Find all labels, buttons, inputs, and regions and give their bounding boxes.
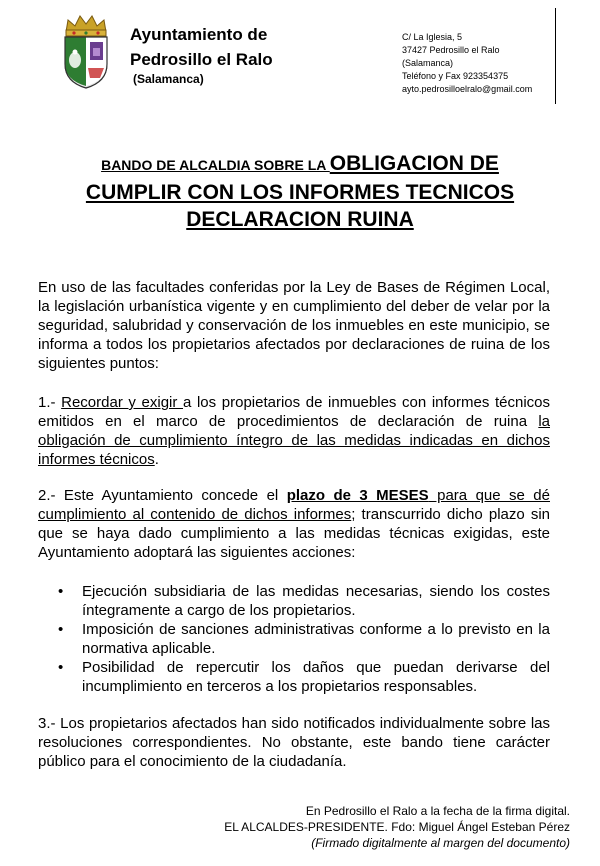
point-2-deadline: plazo de 3 MESES — [286, 487, 429, 504]
list-item: • Ejecución subsidiaria de las medidas necesarias, siendo los costes íntegramente a cargo de los propietarios. — [58, 582, 550, 620]
list-item: • Imposición de sanciones administrativas conforme a lo previsto en la normativa aplicable. — [58, 620, 550, 658]
point-2-rest: ; transcurrido dicho plazo sin que se haya dado cumplimiento a las medidas técnicas exigidas, este Ayuntamiento adoptará las siguientes acciones: — [38, 506, 550, 561]
point-1-underlined-a: Recordar y exigir — [61, 394, 184, 411]
coat-of-arms-icon — [60, 12, 112, 90]
document-title — [30, 150, 570, 233]
point-2-start: 2.- Este Ayuntamiento concede el — [38, 487, 287, 504]
organization-name-line1: Ayuntamiento de — [130, 25, 268, 44]
title-line1: OBLIGACION DE — [329, 152, 499, 175]
point-2 — [38, 486, 550, 562]
actions-list — [58, 582, 550, 696]
footer-signed-note: (Firmado digitalmente al margen del documento) — [311, 836, 570, 850]
signature-block — [224, 803, 570, 851]
point-1-number: 1.- — [38, 394, 62, 411]
organization-province: (Salamanca) — [133, 72, 204, 86]
title-line2: CUMPLIR CON LOS INFORMES TECNICOS — [85, 181, 515, 204]
point-1-underlined-b: la obligación de cumplimiento íntegro de las medidas indicadas en dichos informes técnicos — [38, 413, 550, 468]
point-3: 3.- Los propietarios afectados han sido notificados individualmente sobre las resoluciones correspondientes. No obstante, este bando tiene carácter público para el conocimiento de la ciudadanía. — [38, 715, 550, 770]
address-line3: (Salamanca) — [402, 58, 454, 68]
title-prefix: BANDO DE ALCALDIA SOBRE LA — [101, 157, 330, 173]
list-item: • Posibilidad de repercutir los daños que puedan derivarse del incumplimiento en terceros a los propietarios responsables. — [58, 658, 550, 696]
address-line2: 37427 Pedrosillo el Ralo — [402, 45, 500, 55]
title-line3: DECLARACION RUINA — [186, 208, 414, 231]
footer-signer-line: EL ALCALDES-PRESIDENTE. Fdo: Miguel Ángel Esteban Pérez — [224, 820, 570, 834]
organization-name — [130, 22, 273, 72]
point-1 — [38, 393, 550, 469]
phone-fax: Teléfono y Fax 923354375 — [402, 71, 509, 81]
contact-block — [402, 31, 532, 96]
intro-paragraph: En uso de las facultades conferidas por la Ley de Bases de Régimen Local, la legislación urbanística vigente y en cumplimiento del deber de velar por la seguridad, salubridad y conservación de los inmuebles en este municipio, se informa a todos los propietarios afectados por declaraciones de ruina de los siguientes puntos: — [38, 279, 550, 372]
point-2-underlined: para que se dé cumplimiento al contenido de dichos informes — [38, 487, 550, 523]
email-address: ayto.pedrosilloelralo@gmail.com — [402, 84, 533, 94]
address-line1: C/ La Iglesia, 5 — [402, 32, 463, 42]
header-divider — [555, 8, 556, 104]
point-1-middle: a los propietarios de inmuebles con informes técnicos emitidos en el marco de procedimientos de declaración de ruina — [38, 394, 550, 430]
organization-name-line2: Pedrosillo el Ralo — [130, 50, 273, 69]
point-1-end: . — [154, 451, 159, 468]
footer-date-line: En Pedrosillo el Ralo a la fecha de la firma digital. — [305, 804, 570, 818]
